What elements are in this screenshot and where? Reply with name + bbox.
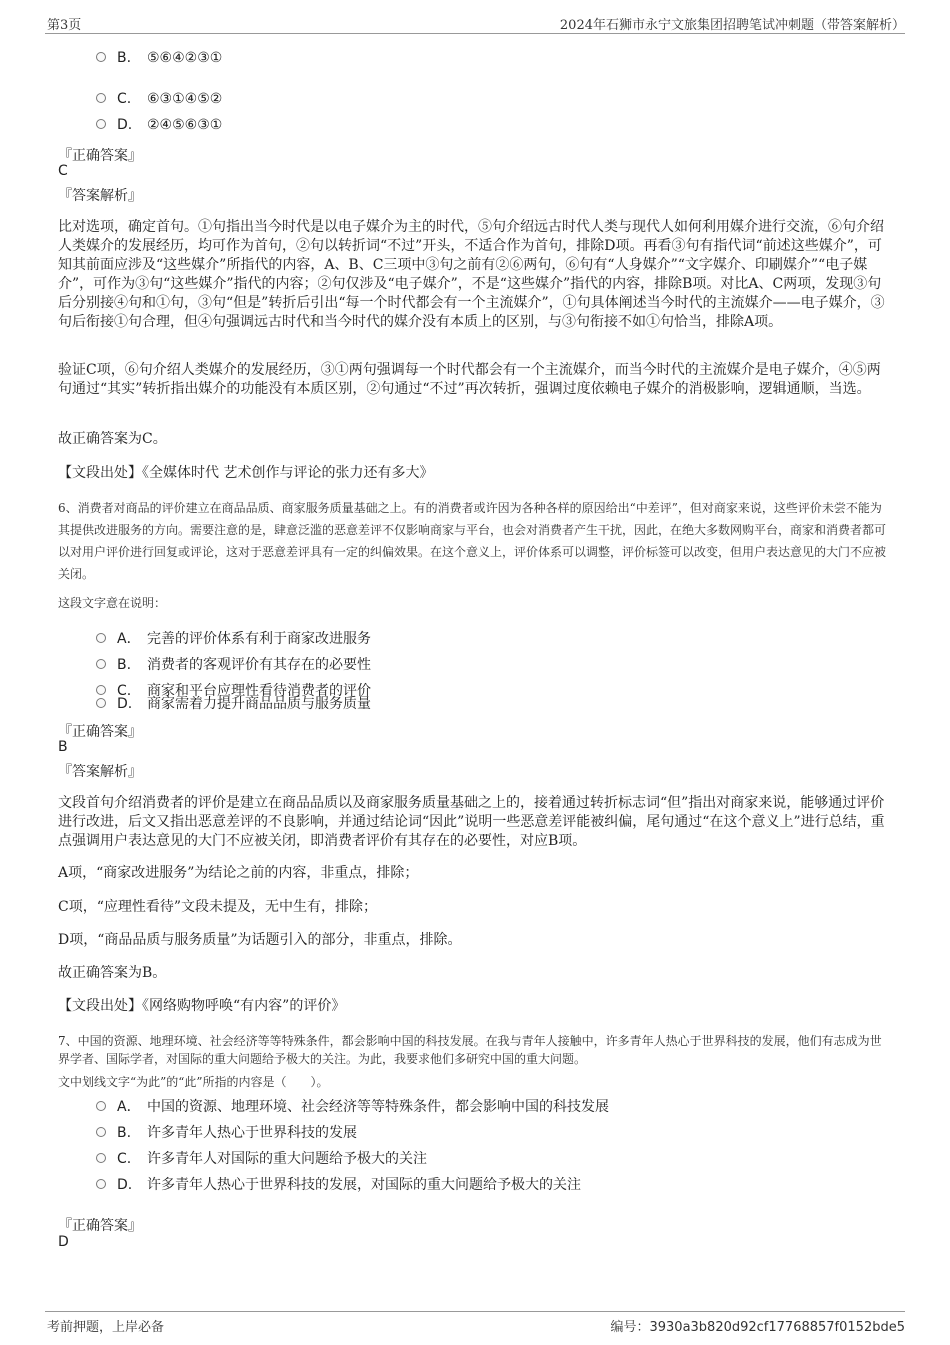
radio-icon[interactable]: [96, 93, 106, 103]
option-text: 完善的评价体系有利于商家改进服务: [147, 631, 371, 647]
q6-stem: 6、消费者对商品的评价建立在商品品质、商家服务质量基础之上。有的消费者或许因为各种各样的原因给出“中差评”，但对商家来说，这些评价未尝不能为其提供改进服务的方向。需要注意的是，肆意泛滥的恶意差评不仅影响商家与平台，也会对消费者产生干扰，因此，在绝大多数网购平台，商家和消费者都可以对用户评价进行回复或评论，这对于恶意差评具有一定的纠偏效果。在这个意义上，评价体系可以调整，评价标签可以改变，但用户表达意见的大门不应被关闭。: [58, 501, 887, 581]
radio-icon[interactable]: [96, 119, 106, 129]
q5-analysis-paragraph-2: 验证C项，⑥句介绍人类媒介的发展经历，③①两句强调每一个时代都会有一个主流媒介，而当今时代的主流媒介是电子媒介，④⑤两句通过“其实”转折指出媒介的功能没有本质区别，②句通过“不过”再次转折，强调过度依赖电子媒介的消极影响，逻辑通顺，当选。: [58, 362, 881, 397]
q6-conclusion: 故正确答案为B。: [58, 965, 167, 981]
q7-prompt: 文中划线文字“为此”的“此”所指的内容是（ ）。: [58, 1075, 329, 1089]
q7-option-a[interactable]: [96, 1096, 609, 1116]
q6-analysis-paragraph-1: 文段首句介绍消费者的评价是建立在商品品质以及商家服务质量基础之上的，接着通过转折标志词“但”指出对商家来说，能够通过评价进行改进，后文又指出恶意差评的不良影响，并通过结论词“因此”说明一些恶意差评能被纠偏，尾句通过“在这个意义上”进行总结，重点强调用户表达意见的大门不应被关闭，即消费者评价有其存在的必要性，对应B项。: [58, 795, 885, 849]
q6-analysis-option-a: A项，“商家改进服务”为结论之前的内容，非重点，排除；: [58, 865, 419, 881]
option-letter: B.: [117, 50, 132, 66]
q5-answer: C: [58, 163, 68, 179]
document-code: [610, 1316, 905, 1335]
page-number: 第3页: [47, 18, 82, 33]
option-text: 商家和平台应理性看待消费者的评价: [147, 683, 371, 699]
q6-prompt: 这段文字意在说明：: [58, 596, 167, 610]
option-text: 中国的资源、地理环境、社会经济等等特殊条件，都会影响中国的科技发展: [147, 1099, 609, 1115]
radio-icon[interactable]: [96, 1101, 106, 1111]
radio-icon[interactable]: [96, 698, 106, 708]
document-code-label: 编号：: [610, 1320, 650, 1335]
q7-stem: 7、中国的资源、地理环境、社会经济等等特殊条件，都会影响中国的科技发展。在我与青年人接触中，许多青年人热心于世界科技的发展，他们有志成为世界学者、国际学者，对国际的重大问题给予极大的关注。为此，我要求他们多研究中国的重大问题。: [58, 1034, 882, 1066]
q5-conclusion: 故正确答案为C。: [58, 431, 167, 447]
option-text: 商家需着力提升商品品质与服务质量: [147, 696, 371, 712]
footer-slogan: 考前押题，上岸必备: [47, 1320, 165, 1335]
q6-source: 【文段出处】《网络购物呼唤“有内容”的评价》: [58, 998, 346, 1014]
q6-answer: B: [58, 739, 68, 755]
q5-option-d[interactable]: [96, 117, 222, 133]
option-letter: C.: [117, 1151, 132, 1167]
q5-source: 【文段出处】《全媒体时代 艺术创作与评论的张力还有多大》: [58, 465, 434, 481]
q6-option-b[interactable]: [96, 654, 371, 674]
q7-option-c[interactable]: [96, 1148, 427, 1168]
q5-option-c[interactable]: [96, 91, 222, 107]
radio-icon[interactable]: [96, 1179, 106, 1189]
q5-option-b[interactable]: [96, 50, 222, 66]
q6-option-a[interactable]: [96, 628, 371, 648]
option-letter: C.: [117, 91, 132, 107]
q6-answer-label: 『正确答案』: [58, 724, 142, 740]
radio-icon[interactable]: [96, 1127, 106, 1137]
footer-divider: [45, 1311, 905, 1312]
radio-icon[interactable]: [96, 1153, 106, 1163]
option-letter: A．: [117, 1099, 141, 1115]
q7-option-d[interactable]: [96, 1174, 581, 1194]
q6-analysis-label: 『答案解析』: [58, 764, 142, 780]
radio-icon[interactable]: [96, 633, 106, 643]
option-letter: D.: [117, 117, 133, 133]
option-letter: D.: [117, 1177, 133, 1193]
q5-analysis-paragraph-1: 比对选项，确定首句。①句指出当今时代是以电子媒介为主的时代，⑤句介绍远古时代人类与现代人如何利用媒介进行交流，⑥句介绍人类媒介的发展经历，均可作为首句，②句以转折词“不过”开头，不适合作为首句，排除D项。再看③句有指代词“前述这些媒介”，可知其前面应涉及“这些媒介”所指代的内容，A、B、C三项中③句之前有②⑥两句，⑥句有“人身媒介”“文字媒介、印刷媒介”“电子媒介”，可作为③句“这些媒介”指代的内容；②句仅涉及“电子媒介”，不是“这些媒介”指代的内容，排除B项。对比A、C两项，发现③句后分别接④句和①句，③句“但是”转折后引出“每一个时代都会有一个主流媒介”，①句具体阐述当今时代的主流媒介——电子媒介，③句后衔接①句合理，但④句强调远古时代和当今时代的媒介没有本质上的区别，与③句衔接不如①句恰当，排除A项。: [58, 219, 885, 330]
option-letter: A．: [117, 631, 141, 647]
q6-analysis-option-c: C项，“应理性看待”文段未提及，无中生有，排除；: [58, 899, 378, 915]
q5-analysis-label: 『答案解析』: [58, 188, 142, 204]
radio-icon[interactable]: [96, 659, 106, 669]
q6-option-d[interactable]: [96, 693, 371, 713]
option-text: ②④⑤⑥③①: [147, 117, 223, 133]
option-text: 许多青年人热心于世界科技的发展: [147, 1125, 357, 1141]
option-letter: B.: [117, 657, 132, 673]
option-text: ⑥③①④⑤②: [147, 91, 223, 107]
option-text: 许多青年人对国际的重大问题给予极大的关注: [147, 1151, 427, 1167]
q7-answer: D: [58, 1234, 69, 1250]
document-title: 2024年石狮市永宁文旅集团招聘笔试冲刺题（带答案解析）: [559, 18, 905, 33]
option-text: 许多青年人热心于世界科技的发展，对国际的重大问题给予极大的关注: [147, 1177, 581, 1193]
document-code-value: 3930a3b820d92cf17768857f0152bde5: [649, 1320, 905, 1335]
option-letter: B.: [117, 1125, 132, 1141]
option-letter: D.: [117, 696, 133, 712]
q7-option-b[interactable]: [96, 1122, 357, 1142]
header-divider: [45, 33, 905, 34]
q6-analysis-option-d: D项，“商品品质与服务质量”为话题引入的部分，非重点，排除。: [58, 932, 462, 948]
q5-answer-label: 『正确答案』: [58, 148, 142, 164]
option-text: ⑤⑥④②③①: [147, 50, 223, 66]
option-text: 消费者的客观评价有其存在的必要性: [147, 657, 371, 673]
radio-icon[interactable]: [96, 52, 106, 62]
option-letter: C.: [117, 683, 132, 699]
q7-answer-label: 『正确答案』: [58, 1218, 142, 1234]
